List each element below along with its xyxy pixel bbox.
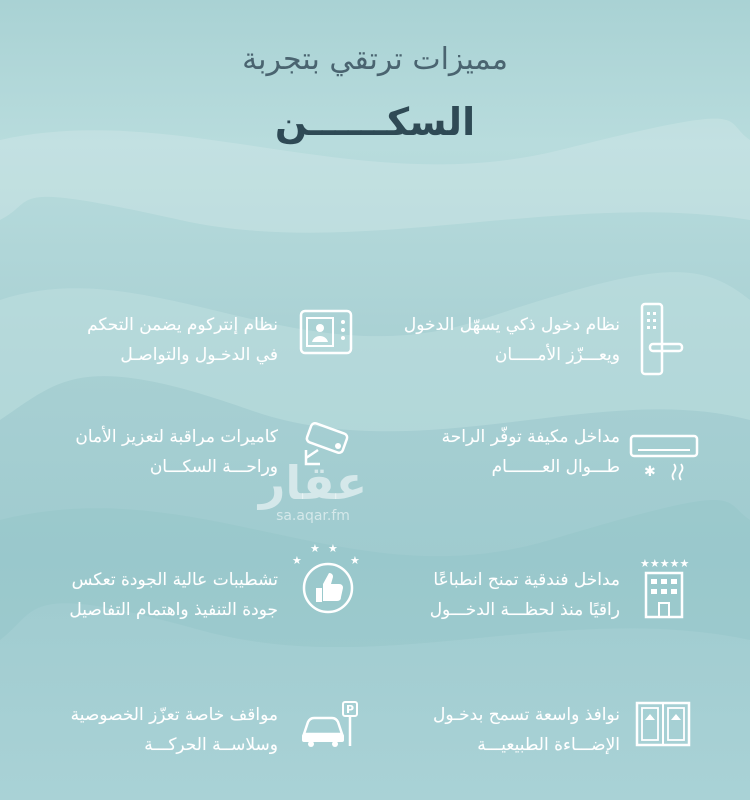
svg-text:★: ★ — [350, 554, 360, 567]
feature-line: في الدخـول والتواصـل — [120, 345, 278, 365]
watermark-url: sa.aqar.fm — [276, 508, 350, 524]
svg-text:★: ★ — [328, 542, 338, 555]
svg-text:P: P — [346, 703, 355, 716]
feature-line: نوافذ واسعة تسمح بدخـول — [433, 705, 620, 725]
thumbs-up-quality-icon — [290, 542, 366, 618]
feature-line: الإضـــاءة الطبيعيـــة — [477, 735, 620, 755]
feature-line: كاميرات مراقبة لتعزيز الأمان — [75, 427, 278, 447]
smart-lock-icon — [636, 300, 686, 380]
air-conditioner-icon — [628, 432, 700, 482]
feature-line: جودة التنفيذ واهتمام التفاصيل — [69, 600, 278, 620]
feature-line: تشطيبات عالية الجودة تعكس — [71, 570, 278, 590]
feature-line: ويعـــزّز الأمـــــان — [494, 345, 620, 365]
window-icon — [634, 700, 692, 748]
parking-car-icon — [298, 700, 360, 750]
feature-line: نظام إنتركوم يضمن التحكم — [87, 315, 278, 335]
aqar-watermark — [248, 458, 378, 524]
feature-line: وراحـــة السكـــان — [149, 457, 278, 477]
feature-private-parking — [71, 700, 278, 760]
intercom-icon — [298, 308, 354, 356]
svg-text:✱: ✱ — [644, 464, 656, 480]
feature-line: مداخل فندقية تمنح انطباعًا — [433, 570, 620, 590]
watermark-logo: عقار — [258, 456, 368, 510]
feature-smart-entry — [404, 310, 620, 370]
feature-wide-windows — [433, 700, 620, 760]
svg-text:★: ★ — [292, 554, 302, 567]
feature-hotel-entrances — [430, 565, 620, 625]
page-title-line2: السكــــــن — [274, 100, 476, 144]
page-title-line1: مميزات ترتقي بتجربة — [242, 42, 508, 77]
feature-air-conditioned-entrances — [442, 422, 620, 482]
feature-line: وسلاســة الحركـــة — [144, 735, 278, 755]
feature-line: مداخل مكيفة توفّر الراحة — [441, 427, 620, 447]
svg-text:★: ★ — [310, 542, 320, 555]
feature-line: راقيًا منذ لحظـــة الدخـــول — [429, 600, 620, 620]
feature-line: نظام دخول ذكي يسهّل الدخول — [403, 315, 620, 335]
feature-high-quality-finishes — [69, 565, 278, 625]
svg-text:★★★★★: ★★★★★ — [640, 557, 690, 570]
hotel-building-icon — [636, 555, 692, 621]
feature-intercom — [87, 310, 278, 370]
feature-line: طـــوال العـــــــام — [491, 457, 620, 477]
feature-line: مواقف خاصة تعزّز الخصوصية — [70, 705, 278, 725]
